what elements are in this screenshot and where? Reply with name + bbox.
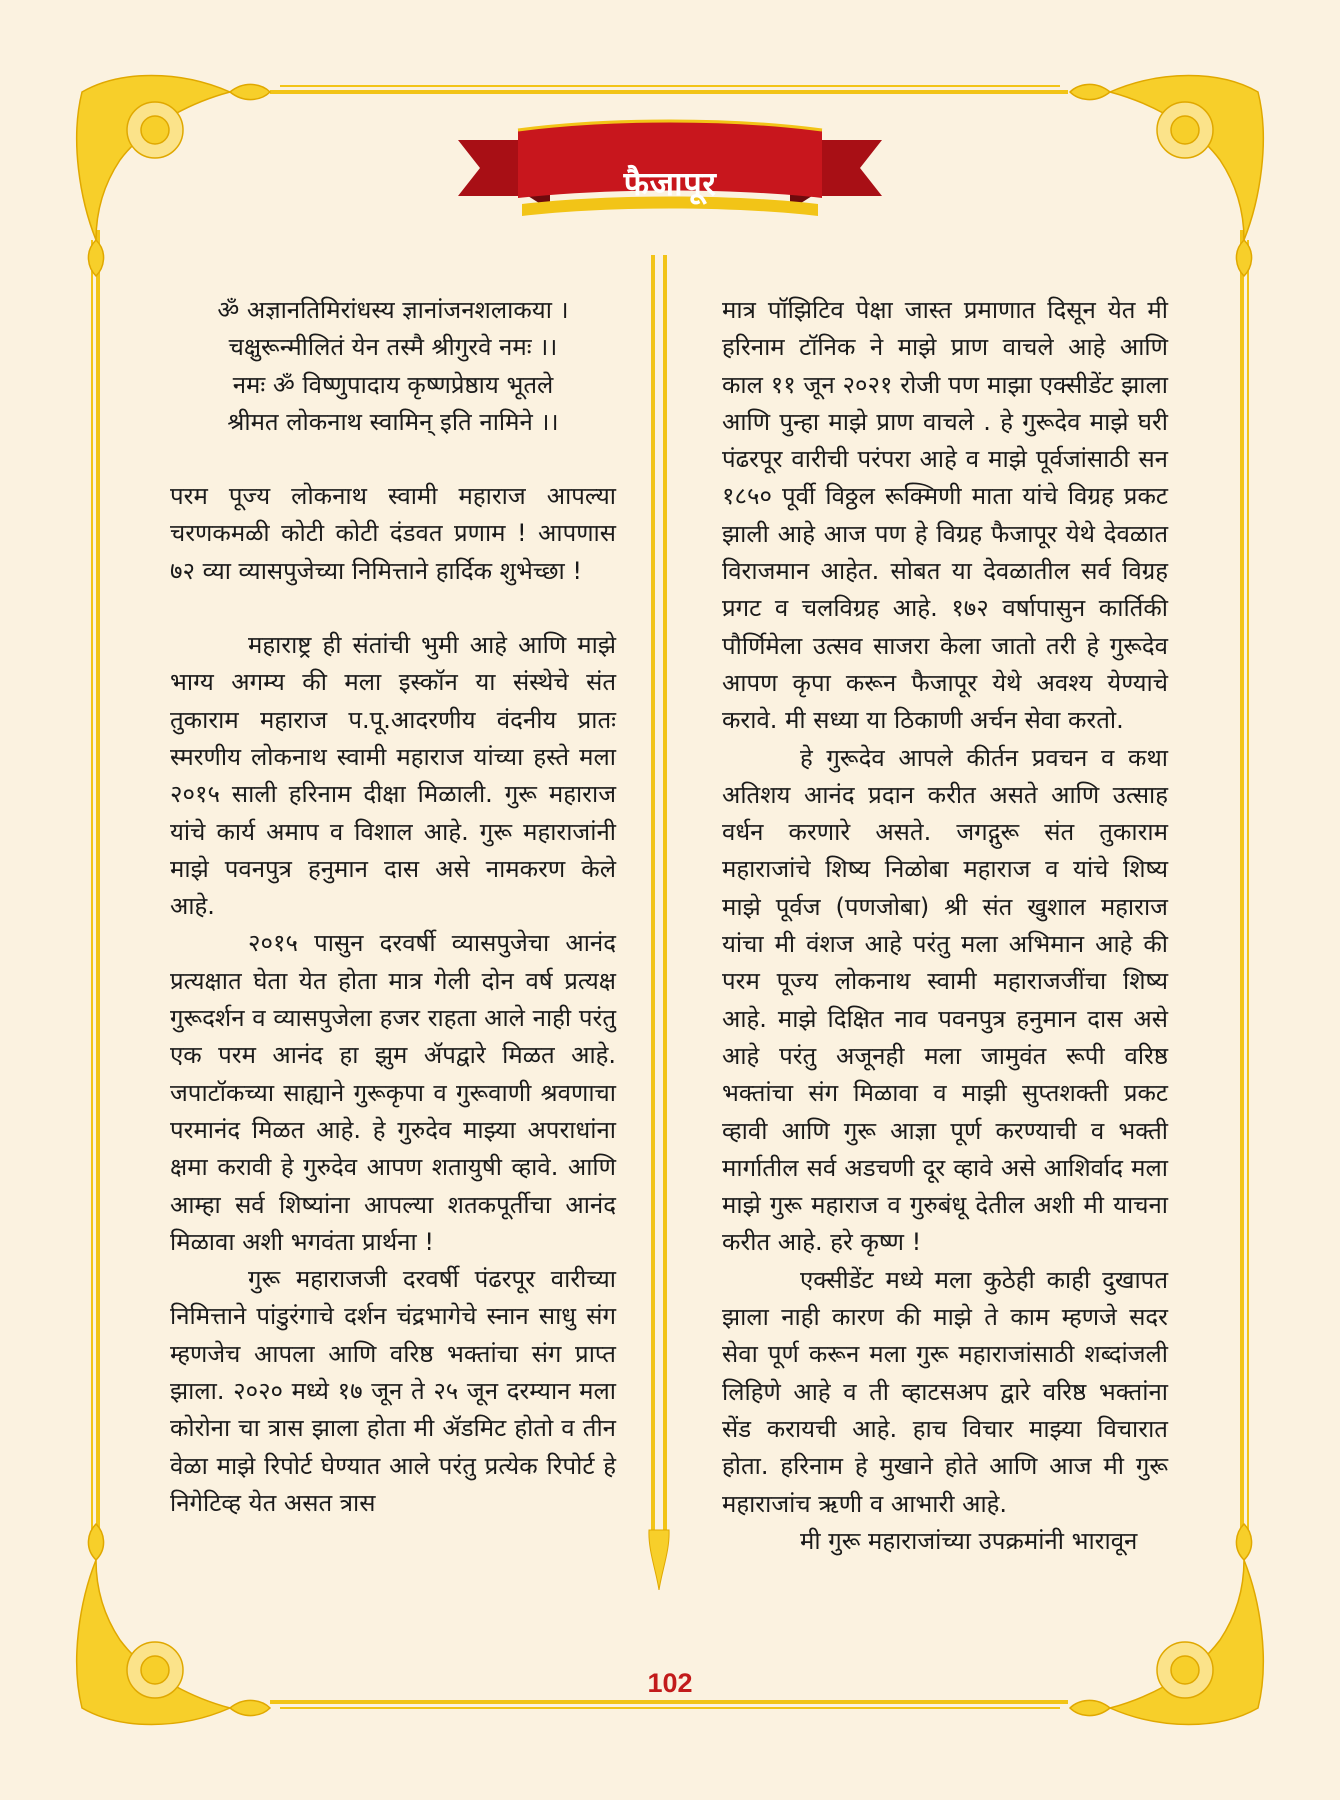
body-paragraph: हे गुरूदेव आपले कीर्तन प्रवचन व कथा अतिशय आनंद प्रदान करीत असते आणि उत्साह वर्धन करणारे असते. जगद्गुरू संत तुकाराम महाराजांचे शिष्य निळोबा महाराज व यांचे शिष्य माझे पूर्वज (पणजोबा) श्री संत खुशाल महाराज यांचा मी वंशज आहे परंतु मला अभिमान आहे की परम पूज्य लोकनाथ स्वामी महाराजजींचा शिष्य आहे. माझे दिक्षित नाव पवनपुत्र हनुमान दास असे आहे परंतु अजूनही मला जामुवंत रूपी वरिष्ठ भक्तांचा संग मिळावा व माझी सुप्तशक्ती प्रकट व्हावी आणि गुरू आज्ञा पूर्ण करण्याची व भक्ती मार्गातील सर्व अडचणी दूर व्हावे असे आशिर्वाद मला माझे गुरू महाराज व गुरुबंधू देतील अशी मी याचना करीत आहे. हरे कृष्ण ! (722, 743, 1168, 1257)
verse-line: श्रीमत लोकनाथ स्वामिन् इति नामिने ।। (227, 407, 559, 436)
body-paragraph: गुरू महाराजजी दरवर्षी पंढरपूर वारीच्या निमित्ताने पांडुरंगाचे दर्शन चंद्रभागेचे स्नान साधु संग म्हणजेच आपला आणि वरिष्ठ भक्तांचा संग प्राप्त झाला. २०२० मध्ये १७ जून ते २५ जून दरम्यान मला कोरोना चा त्रास झाला होता मी ॲडमिट होतो व तीन वेळा माझे रिपोर्ट घेण्यात आले परंतु प्रत्येक रिपोर्ट हे निगेटिव्ह येत असत त्रास (170, 1265, 616, 1517)
floral-corner-ornament-top-left (77, 76, 270, 277)
body-paragraph: महाराष्ट्र ही संतांची भुमी आहे आणि माझे भाग्य अगम्य की मला इस्कॉन या संस्थेचे संत तुकाराम महाराज प.पू.आदरणीय वंदनीय प्रातः स्मरणीय लोकनाथ स्वामी महाराज यांच्या हस्ते मला २०१५ साली हरिनाम दीक्षा मिळाली. गुरू महाराज यांचे कार्य अमाप व विशाल आहे. गुरू महाराजांनी माझे पवनपुत्र हनुमान दास असे नामकरण केले आहे. (170, 631, 616, 921)
body-paragraph: मी गुरू महाराजांच्या उपक्रमांनी भारावून (800, 1526, 1138, 1555)
sanskrit-verse (170, 292, 616, 441)
page-number: 102 (647, 1668, 693, 1698)
floral-corner-ornament-bottom-left (77, 1524, 270, 1725)
body-paragraph: एक्सीडेंट मध्ये मला कुठेही काही दुखापत झाला नाही कारण की माझे ते काम म्हणजे सदर सेवा पूर्ण करून मला गुरू महाराजांसाठी शब्दांजली लिहिणे आहे व ती व्हाटसअप द्वारे वरिष्ठ भक्तांना सेंड करायची आहे. हाच विचार माझ्या विचारात होता. हरिनाम हे मुखाने होते आणि आज मी गुरू महाराजांच ऋणी व आभारी आहे. (722, 1265, 1168, 1518)
left-column (170, 292, 616, 1522)
verse-line: नमः ॐ विष्णुपादाय कृष्णप्रेष्ठाय भूतले (232, 370, 554, 399)
page-title: फैजापूर (623, 164, 717, 203)
verse-line: चक्षुरून्मीलितं येन तस्मै श्रीगुरवे नमः ।। (228, 333, 558, 362)
floral-corner-ornament-top-right (1070, 76, 1263, 277)
center-divider-pendant-icon (646, 255, 672, 1590)
right-column (722, 292, 1168, 1560)
greeting-paragraph: परम पूज्य लोकनाथ स्वामी महाराज आपल्या चरणकमळी कोटी कोटी दंडवत प्रणाम ! आपणास ७२ व्या व्यासपुजेच्या निमित्ताने हार्दिक शुभेच्छा ! (170, 482, 616, 585)
body-paragraph: मात्र पॉझिटिव पेक्षा जास्त प्रमाणात दिसून येत मी हरिनाम टॉनिक ने माझे प्राण वाचले आहे आणि काल ११ जून २०२१ रोजी पण माझा एक्सीडेंट झाला आणि पुन्हा माझे प्राण वाचले . हे गुरूदेव माझे घरी पंढरपूर वारीची परंपरा आहे व माझे पूर्वजांसाठी सन १८५० पूर्वी विठ्ठल रूक्मिणी माता यांचे विग्रह प्रकट झाली आहे आज पण हे विग्रह फैजापूर येथे देवळात विराजमान आहेत. सोबत या देवळातील सर्व विग्रह प्रगट व चलविग्रह आहे. १७२ वर्षापासुन कार्तिकी पौर्णिमेला उत्सव साजरा केला जातो तरी हे गुरूदेव आपण कृपा करून फैजापूर येथे अवश्य येण्याचे करावे. मी सध्या या ठिकाणी अर्चन सेवा करतो. (722, 296, 1168, 735)
verse-line: ॐ अज्ञानतिमिरांधस्य ज्ञानांजनशलाकया । (217, 296, 569, 324)
body-paragraph: २०१५ पासुन दरवर्षी व्यासपुजेचा आनंद प्रत्यक्षात घेता येत होता मात्र गेली दोन वर्ष प्रत्यक्ष गुरूदर्शन व व्यासपुजेला हजर राहता आले नाही परंतु एक परम आनंद हा झुम ॲपद्वारे मिळत आहे. जपाटॉकच्या साह्याने गुरूकृपा व गुरूवाणी श्रवणाचा परमानंद मिळत आहे. हे गुरुदेव माझ्या अपराधांना क्षमा करावी हे गुरुदेव आपण शतायुषी व्हावे. आणि आम्हा सर्व शिष्यांना आपल्या शतकपूर्तीचा आनंद मिळावा अशी भगवंता प्रार्थना ! (170, 929, 616, 1256)
